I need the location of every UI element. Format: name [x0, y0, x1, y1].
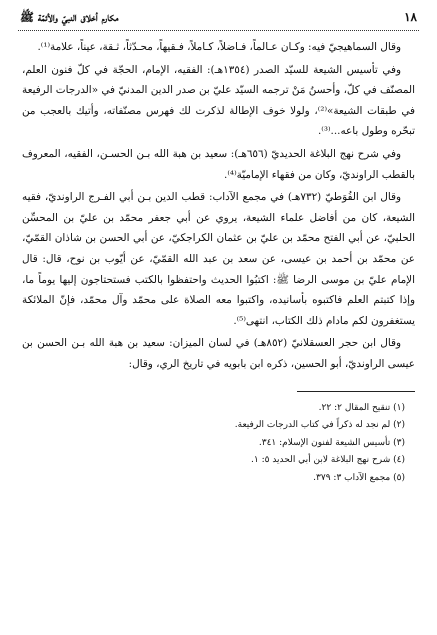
footnote-3: (٣) تأسيس الشيعة لفنون الإسلام: ٣٤١.	[258, 437, 405, 448]
footnotes	[22, 400, 415, 488]
running-title: مكارم أخلاق النبيّ والأئمّة ﷺ	[20, 10, 119, 24]
footnote-4: (٤) شرح نهج البلاغة لابن أبي الحديد ٥: ١.	[250, 455, 405, 466]
paragraph-sharh-nahj: وفي شرح نهج البلاغة الحديديّ (٦٥٦هـ): سعيد بن هبة الله بـن الحسـن، الفقيه، المعروف بالقطب الراونديّ، وكان من فقهاء الإماميّة⁽⁴⁾.	[22, 147, 415, 181]
paragraph-ibn-hajar: وقال ابن حجر العسقلانيّ (٨٥٢هـ) في لسان الميزان: سعيد بن هبة الله بـن الحسن بن عيسى الراونديّ، أبو الحسين، ذكره ابن بابويه في تاريخ الري، وقال:	[22, 337, 415, 370]
running-header	[18, 10, 419, 31]
page-number: ١٨	[404, 10, 417, 24]
paragraph-ibn-fuwati: وقال ابن الفُوَطيّ (٧٣٢هـ) في مجمع الآداب: قطب الدين بـن أبي الفـرج الراونديّ، فقيه الشيعة، كان من أفاضل علماء الشيعة، يروي عن أبي جعفر محمّد بن عليّ بن المحسِّن الحلبيّ، عن أبي الفتح محمّد بن عليّ بن عثمان الكراجكيّ، عن أبي الحسن بن شاذان القمّيّ، عن محمّد بن أحمد بن عيسى، عن سعد بن عبد الله القمّيّ، عن أيّوب بن نوح، قال: قال الإمام عليّ بن موسى الرضا ﷺ: اكتبُوا الحديث واحتفظوا بالكتب فستحتاجون إليها يوماً ما، وإذا كتبتم العلم فاكتبوه بأسانيده، واكتبوا معه الصلاة على محمّد وآل محمّد، فإنّ الملائكة يستغفرون لكم مادام ذلك الكتاب، انتهى⁽⁵⁾.	[22, 191, 415, 327]
footnote-separator	[297, 391, 415, 392]
footnote-5: (٥) مجمع الآداب ٣: ٣٧٩.	[313, 472, 405, 483]
paragraph-tasis-al-shia: وفي تأسيس الشيعة للسيّد الصدر (١٣٥٤هـ): الفقيه، الإمام، الحجّة في كلّ فنون العلم، المصنّف في كلّ، وأحسنُ مَنْ ترجمه السيّد عليّ بن صدر الدين المدنيّ في «الدرجات الرفيعة في طبقات الشيعة»⁽²⁾، ولولا خوف الإطالة لذكرت لك فهرس مصنّفاته، وأتيك بالعجب من تبحّره وطول باعه...⁽³⁾.	[22, 63, 416, 138]
footnote-2: (٢) لم نجد له ذكراً في كتاب الدرجات الرفيعة.	[234, 420, 405, 431]
main-text	[22, 37, 415, 375]
footnote-1: (١) تنقيح المقال ٢: ٢٢.	[318, 402, 405, 413]
paragraph-samahiji: وقال السماهيجيّ فيه: وكـان عـالماً، فـاضلاً، كـاملاً، فـقيهاً، محـدّثاً، ثـقة، عيناً، علامة⁽¹⁾.	[37, 41, 401, 53]
